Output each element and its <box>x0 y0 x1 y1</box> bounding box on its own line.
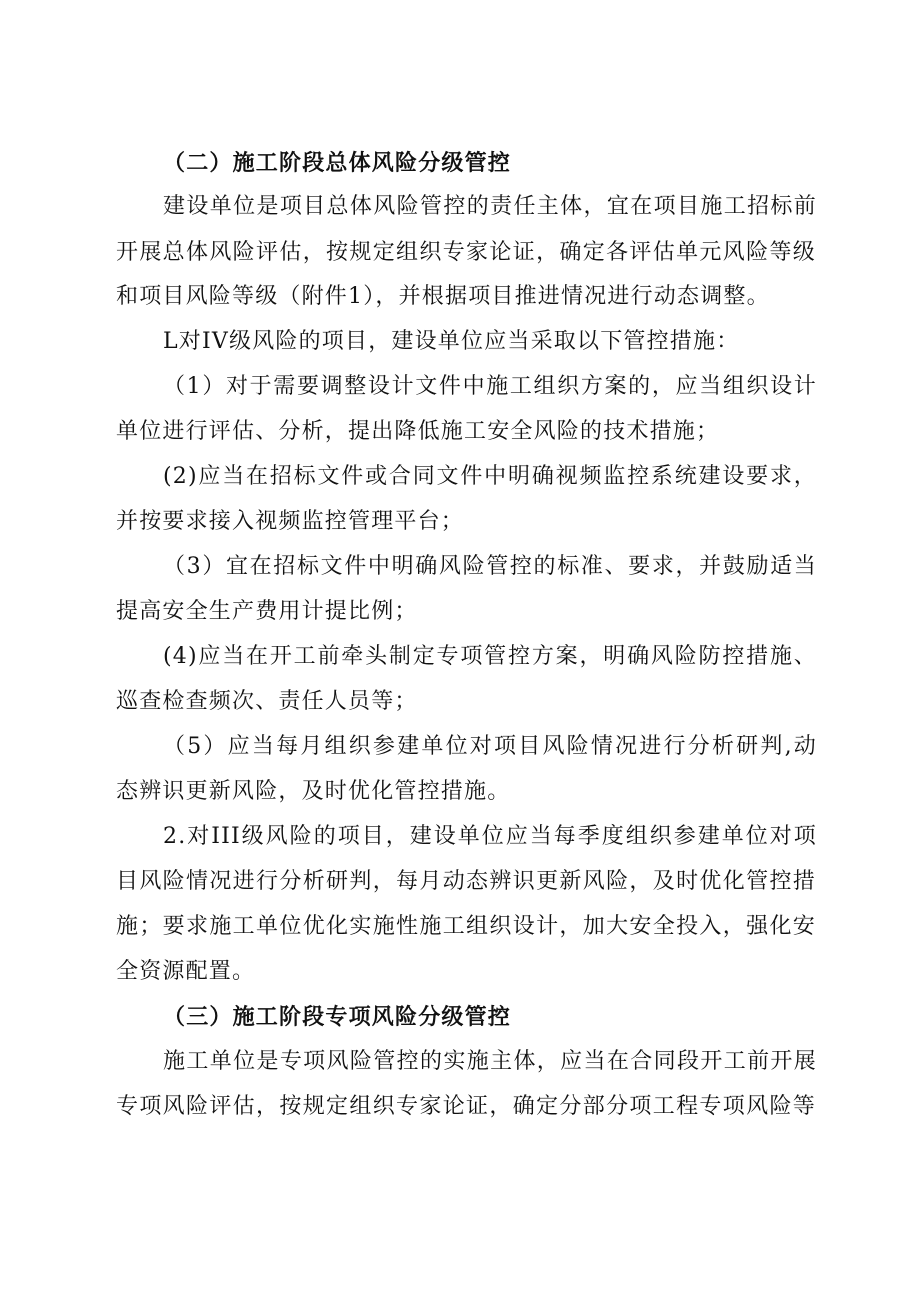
sub-item-1-line-1: （1）对于需要调整设计文件中施工组织方案的，应当组织设计 <box>163 374 817 399</box>
section-heading-2: （二）施工阶段总体风险分级管控 <box>163 150 512 176</box>
sub-item-3-line-2: 提高安全生产费用计提比例； <box>116 599 418 624</box>
sub-item-4-line-2: 巡查检查频次、责任人员等； <box>116 689 418 714</box>
paragraph-1-line-2: 开展总体风险评估，按规定组织专家论证，确定各评估单元风险等级 <box>116 240 816 265</box>
sub-item-5-line-1: （5）应当每月组织参建单位对项目风险情况进行分析研判,动 <box>163 734 817 759</box>
paragraph-1-line-1: 建设单位是项目总体风险管控的责任主体，宜在项目施工招标前 <box>163 194 817 219</box>
item-l-line: L对IV级风险的项目，建设单位应当采取以下管控措施： <box>163 329 740 354</box>
item-2-line-2: 目风险情况进行分析研判，每月动态辨识更新风险，及时优化管控措 <box>116 869 816 894</box>
item-2-line-3: 施；要求施工单位优化实施性施工组织设计，加大安全投入，强化安 <box>116 914 816 939</box>
section-heading-3: （三）施工阶段专项风险分级管控 <box>163 1004 512 1030</box>
item-2-line-1: 2.对III级风险的项目，建设单位应当每季度组织参建单位对项 <box>163 824 817 849</box>
paragraph-1-line-3: 和项目风险等级（附件1），并根据项目推进情况进行动态调整。 <box>116 284 770 309</box>
sub-item-5-line-2: 态辨识更新风险，及时优化管控措施。 <box>116 779 511 804</box>
sub-item-3-line-1: （3）宜在招标文件中明确风险管控的标准、要求，并鼓励适当 <box>163 554 817 579</box>
sub-item-4-line-1: (4)应当在开工前牵头制定专项管控方案，明确风险防控措施、 <box>163 644 817 669</box>
paragraph-2-line-1: 施工单位是专项风险管控的实施主体，应当在合同段开工前开展 <box>163 1049 817 1074</box>
paragraph-2-line-2: 专项风险评估，按规定组织专家论证，确定分部分项工程专项风险等 <box>116 1094 816 1119</box>
sub-item-2-line-2: 并按要求接入视频监控管理平台； <box>116 509 465 534</box>
sub-item-1-line-2: 单位进行评估、分析，提出降低施工安全风险的技术措施； <box>116 419 720 444</box>
sub-item-2-line-1: (2)应当在招标文件或合同文件中明确视频监控系统建设要求， <box>163 464 817 489</box>
item-2-line-4: 全资源配置。 <box>116 959 256 984</box>
